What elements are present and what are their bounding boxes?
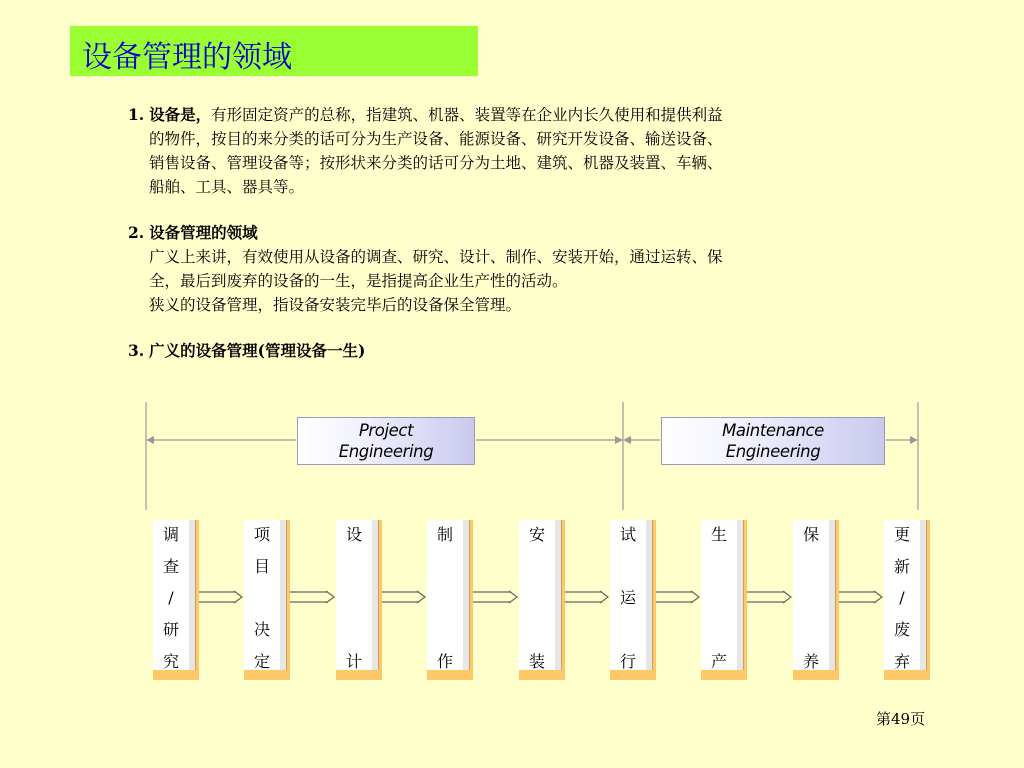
step-char: 安 xyxy=(528,525,545,544)
step-char: 更 xyxy=(893,525,910,544)
section-2-line-1: 广义上来讲，有效使用从设备的调查、研究、设计、制作、安装开始，通过运转、保 xyxy=(149,248,723,266)
step-char: 设 xyxy=(345,525,362,544)
section-1-line-4: 船舶、工具、器具等。 xyxy=(149,178,305,196)
lifecycle-step xyxy=(701,520,747,680)
step-char: 决 xyxy=(253,620,270,639)
lifecycle-step xyxy=(519,520,565,680)
section-1-number: 1. xyxy=(128,105,145,124)
arrowhead-icon xyxy=(615,436,623,444)
lifecycle-step xyxy=(793,520,839,680)
page-number: 第49页 xyxy=(876,710,926,728)
maintenance-engineering-box xyxy=(661,417,885,465)
section-2-heading: 设备管理的领域 xyxy=(149,223,258,242)
step-char: 究 xyxy=(162,652,179,671)
step-char: / xyxy=(899,588,905,607)
section-1-heading: 设备是， xyxy=(149,105,212,124)
section-3-number: 3. xyxy=(128,341,145,360)
step-char: 弃 xyxy=(893,652,910,671)
step-char: 项 xyxy=(253,525,270,544)
section-2-line-3: 狭义的设备管理，指设备安装完毕后的设备保全管理。 xyxy=(149,296,522,314)
lifecycle-step xyxy=(884,520,930,680)
arrowhead-icon xyxy=(623,436,631,444)
section-3-heading: 广义的设备管理(管理设备一生) xyxy=(149,341,366,360)
maintenance-engineering-label-line-1: Maintenance xyxy=(722,421,824,440)
flow-arrowhead-icon xyxy=(234,591,242,603)
flow-arrowhead-icon xyxy=(417,591,425,603)
step-char: 新 xyxy=(893,557,910,576)
step-char: 试 xyxy=(619,525,636,544)
step-char: 目 xyxy=(253,557,270,576)
step-char: 计 xyxy=(345,652,362,671)
project-engineering-label-line-1: Project xyxy=(358,421,414,440)
step-char: 研 xyxy=(162,620,179,639)
arrowhead-icon xyxy=(910,436,918,444)
lifecycle-step xyxy=(153,520,199,680)
step-char: 废 xyxy=(893,620,910,639)
section-1-line-1: 有形固定资产的总称，指建筑、机器、装置等在企业内长久使用和提供利益 xyxy=(211,106,723,124)
section-1-line-2: 的物件，按目的来分类的话可分为生产设备、能源设备、研究开发设备、输送设备、 xyxy=(149,130,723,148)
section-1-line-3: 销售设备、管理设备等；按形状来分类的话可分为土地、建筑、机器及装置、车辆、 xyxy=(149,154,723,172)
arrowhead-icon xyxy=(146,436,154,444)
step-char: 装 xyxy=(528,652,545,671)
project-engineering-label-line-2: Engineering xyxy=(338,442,434,461)
step-char: 养 xyxy=(802,652,819,671)
step-char: 调 xyxy=(162,525,179,544)
lifecycle-step xyxy=(427,520,473,680)
flow-arrowhead-icon xyxy=(874,591,882,603)
lifecycle-step xyxy=(336,520,382,680)
flow-arrowhead-icon xyxy=(326,591,334,603)
step-char: 作 xyxy=(436,652,453,671)
lifecycle-step xyxy=(610,520,656,680)
maintenance-engineering-label-line-2: Engineering xyxy=(725,442,821,461)
step-char: 定 xyxy=(253,652,270,671)
page-title: 设备管理的领域 xyxy=(82,40,292,75)
section-2-line-2: 全，最后到废弃的设备的一生，是指提高企业生产性的活动。 xyxy=(149,272,568,290)
step-char: / xyxy=(168,588,174,607)
step-char: 运 xyxy=(619,588,636,607)
flow-arrowhead-icon xyxy=(600,591,608,603)
step-char: 生 xyxy=(710,525,727,544)
step-char: 保 xyxy=(802,525,819,544)
flow-arrowhead-icon xyxy=(509,591,517,603)
flow-arrowhead-icon xyxy=(691,591,699,603)
lifecycle-step xyxy=(244,520,290,680)
step-char: 制 xyxy=(436,525,453,544)
flow-arrowhead-icon xyxy=(783,591,791,603)
section-2-number: 2. xyxy=(128,223,145,242)
step-char: 产 xyxy=(710,652,727,671)
project-engineering-box xyxy=(297,417,475,465)
step-char: 查 xyxy=(162,557,179,576)
step-char: 行 xyxy=(619,652,636,671)
